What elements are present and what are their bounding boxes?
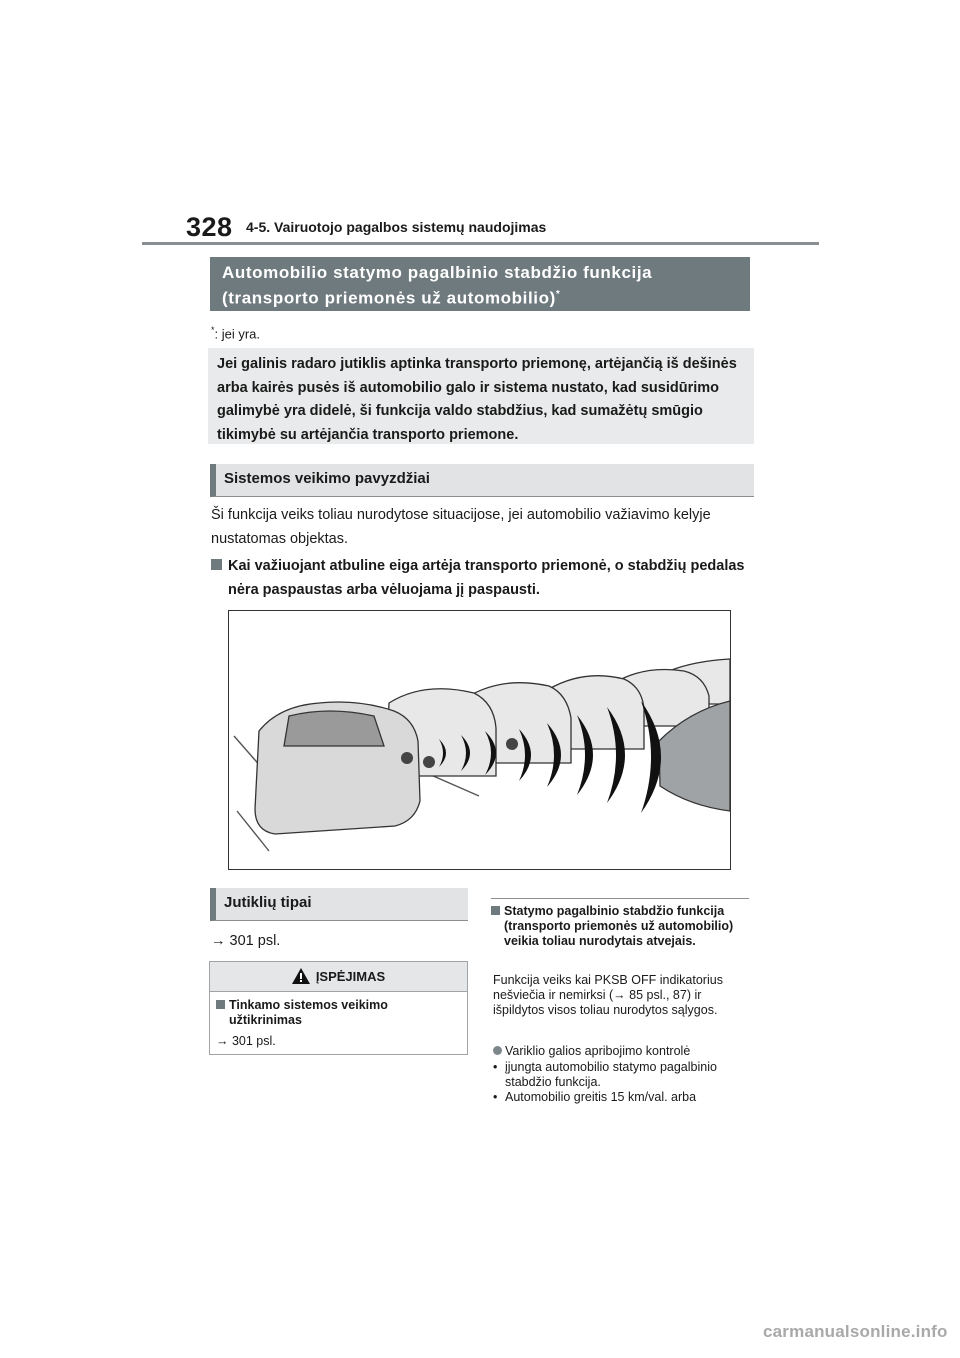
examples-bullet-text: Kai važiuojant atbuline eiga artėja transporto priemonė, o stabdžių pedalas nėra paspaustas arba vėluojama jį paspausti. xyxy=(228,558,745,598)
sensors-heading: Jutiklių tipai xyxy=(210,888,468,921)
condition-list-item: • įjungta automobilio statymo pagalbinio stabdžio funkcija. xyxy=(493,1060,755,1090)
examples-bullet xyxy=(211,554,751,602)
condition-text: Variklio galios apribojimo kontrolė xyxy=(505,1044,691,1058)
bullet-square-icon xyxy=(216,1000,225,1009)
warning-header xyxy=(210,962,467,992)
bullet-dot-icon xyxy=(493,1046,502,1055)
parking-illustration xyxy=(228,610,731,870)
warning-page-reference: → 301 psl. xyxy=(216,1034,276,1048)
condition-item xyxy=(493,1044,755,1059)
bullet-square-icon xyxy=(211,559,222,570)
footnote-mark: * xyxy=(211,325,215,335)
section-title-mark: * xyxy=(555,289,561,300)
section-title xyxy=(210,257,750,311)
footnote-text: : jei yra. xyxy=(214,326,261,342)
warning-item xyxy=(216,998,467,1028)
right-column-divider xyxy=(491,898,749,899)
warning-triangle-icon xyxy=(292,968,310,984)
condition-list xyxy=(493,1060,755,1105)
right-column-heading-text: Statymo pagalbinio stabdžio funkcija (transporto priemonės už automobilio) veikia toliau nurodytais atvejais. xyxy=(504,904,734,948)
right-column-paragraph: Funkcija veiks kai PKSB OFF indikatorius nešviečia ir nemirksi (→ 85 psl., 87) ir išpildytos visos toliau nurodytos sąlygos. xyxy=(493,973,723,1017)
watermark: carmanualsonline.info xyxy=(763,1322,948,1341)
header-divider xyxy=(142,242,819,245)
right-column-heading xyxy=(491,904,753,949)
section-title-line1: Automobilio statymo pagalbinio stabdžio funkcija xyxy=(222,263,653,282)
page-number: 328 xyxy=(186,212,233,242)
bullet-square-icon xyxy=(491,906,500,915)
examples-heading: Sistemos veikimo pavyzdžiai xyxy=(210,464,754,497)
warning-item-text: Tinkamo sistemos veikimo užtikrinimas xyxy=(229,998,388,1027)
condition-list-item: • Automobilio greitis 15 km/val. arba xyxy=(493,1090,755,1105)
footnote xyxy=(211,325,260,341)
section-title-line2: (transporto priemonės už automobilio) xyxy=(222,288,556,308)
examples-text: Ši funkcija veiks toliau nurodytose situacijose, jei automobilio važiavimo kelyje nustatomas objektas. xyxy=(211,507,711,547)
warning-title: ĮSPĖJIMAS xyxy=(315,969,386,984)
intro-box: Jei galinis radaro jutiklis aptinka transporto priemonę, artėjančią iš dešinės arba kairės pusės iš automobilio galo ir sistema nustato, kad susidūrimo galimybė yra didelė, ši funkcija valdo stabdžius, kad sumažėtų smūgio tikimybė su artėjančia transporto priemone. xyxy=(208,348,754,444)
chapter-title: 4-5. Vairuotojo pagalbos sistemų naudojimas xyxy=(246,219,547,235)
sensors-page-reference: → 301 psl. xyxy=(211,933,281,949)
warning-box xyxy=(209,961,468,1055)
reverse-parking-scene-illustration xyxy=(229,611,730,869)
